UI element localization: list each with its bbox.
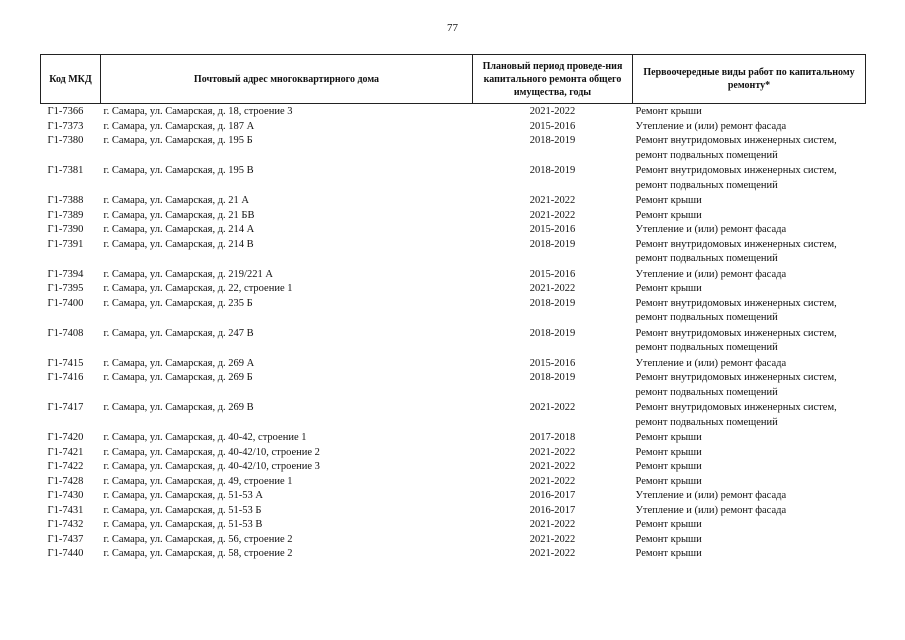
cell-address: г. Самара, ул. Самарская, д. 56, строение 2 (103, 533, 293, 545)
cell-code: Г1-7420 (47, 432, 84, 443)
cell-work: Ремонт крыши (635, 475, 702, 487)
table-row (41, 194, 866, 209)
cell-work: Утепление и (или) ремонт фасада (635, 268, 787, 280)
cell-period: 2021-2022 (529, 519, 576, 530)
table-row (41, 268, 866, 283)
cell-code: Г1-7432 (47, 519, 84, 530)
table-row (41, 475, 866, 490)
table-row (41, 238, 866, 268)
table-row (41, 431, 866, 446)
table-row (41, 489, 866, 504)
cell-period: 2018-2019 (529, 135, 576, 146)
cell-work: Ремонт внутридомовых инженерных систем, ремонт подвальных помещений (635, 297, 837, 323)
cell-address: г. Самара, ул. Самарская, д. 49, строение 1 (103, 475, 293, 487)
cell-period: 2018-2019 (529, 297, 576, 309)
cell-period: 2016-2017 (529, 490, 576, 501)
table-row (41, 401, 866, 431)
table-row (41, 223, 866, 238)
cell-code: Г1-7391 (47, 238, 84, 250)
cell-address: г. Самара, ул. Самарская, д. 187 А (103, 120, 255, 132)
cell-period: 2018-2019 (529, 238, 576, 250)
cell-period: 2021-2022 (529, 106, 576, 117)
cell-code: Г1-7408 (47, 327, 84, 339)
cell-code: Г1-7417 (47, 402, 84, 413)
cell-address: г. Самара, ул. Самарская, д. 51-53 А (103, 490, 263, 501)
cell-address: г. Самара, ул. Самарская, д. 21 БВ (103, 209, 255, 221)
cell-work: Ремонт внутридомовых инженерных систем, ремонт подвальных помещений (635, 135, 837, 161)
table-row (41, 460, 866, 475)
cell-address: г. Самара, ул. Самарская, д. 18, строение 3 (103, 106, 293, 117)
table-row (41, 518, 866, 533)
cell-address: г. Самара, ул. Самарская, д. 235 Б (103, 297, 253, 309)
cell-work: Ремонт внутридомовых инженерных систем, ремонт подвальных помещений (635, 372, 837, 398)
page-number: 77 (447, 22, 458, 34)
table-row (41, 371, 866, 401)
header-work: Первоочередные виды работ по капитальному ремонту* (633, 55, 866, 104)
cell-code: Г1-7388 (47, 195, 84, 206)
cell-code: Г1-7415 (47, 357, 84, 369)
cell-code: Г1-7395 (47, 283, 84, 294)
cell-period: 2018-2019 (529, 165, 576, 176)
cell-period: 2021-2022 (529, 475, 576, 487)
cell-work: Ремонт внутридомовых инженерных систем, ремонт подвальных помещений (635, 402, 837, 428)
cell-address: г. Самара, ул. Самарская, д. 22, строение 1 (103, 283, 293, 294)
cell-period: 2015-2016 (529, 357, 576, 369)
cell-address: г. Самара, ул. Самарская, д. 269 А (103, 357, 255, 369)
table-row (41, 104, 866, 120)
cell-code: Г1-7431 (47, 504, 84, 516)
cell-code: Г1-7400 (47, 297, 84, 309)
cell-work: Ремонт крыши (635, 283, 702, 294)
table-row (41, 533, 866, 548)
header-row (41, 55, 866, 104)
cell-work: Ремонт крыши (635, 432, 702, 443)
cell-period: 2021-2022 (529, 533, 576, 545)
cell-work: Ремонт крыши (635, 106, 702, 117)
cell-address: г. Самара, ул. Самарская, д. 219/221 А (103, 268, 273, 280)
table-row (41, 327, 866, 357)
cell-address: г. Самара, ул. Самарская, д. 269 Б (103, 372, 253, 383)
cell-period: 2021-2022 (529, 461, 576, 472)
cell-code: Г1-7394 (47, 268, 84, 280)
table-row (41, 297, 866, 327)
cell-work: Ремонт внутридомовых инженерных систем, ремонт подвальных помещений (635, 238, 837, 264)
table-row (41, 134, 866, 164)
cell-work: Ремонт внутридомовых инженерных систем, ремонт подвальных помещений (635, 165, 837, 191)
cell-period: 2021-2022 (529, 195, 576, 206)
cell-address: г. Самара, ул. Самарская, д. 269 В (103, 402, 254, 413)
cell-code: Г1-7380 (47, 135, 84, 146)
cell-work: Ремонт крыши (635, 209, 702, 221)
cell-work: Ремонт внутридомовых инженерных систем, ремонт подвальных помещений (635, 327, 837, 353)
cell-code: Г1-7437 (47, 533, 84, 545)
cell-work: Ремонт крыши (635, 446, 702, 458)
cell-code: Г1-7381 (47, 165, 84, 176)
cell-work: Утепление и (или) ремонт фасада (635, 120, 787, 132)
cell-address: г. Самара, ул. Самарская, д. 51-53 В (103, 519, 263, 530)
cell-code: Г1-7428 (47, 475, 84, 487)
cell-work: Ремонт крыши (635, 519, 702, 530)
cell-address: г. Самара, ул. Самарская, д. 40-42, строение 1 (103, 432, 307, 443)
cell-period: 2016-2017 (529, 504, 576, 516)
header-period: Плановый период проведе-ния капитального ремонта общего имущества, годы (473, 55, 633, 104)
cell-period: 2015-2016 (529, 224, 576, 235)
cell-address: г. Самара, ул. Самарская, д. 40-42/10, строение 2 (103, 446, 320, 458)
cell-work: Ремонт крыши (635, 195, 702, 206)
table-row (41, 164, 866, 194)
cell-period: 2017-2018 (529, 432, 576, 443)
cell-work: Утепление и (или) ремонт фасада (635, 357, 787, 369)
cell-address: г. Самара, ул. Самарская, д. 195 Б (103, 135, 253, 146)
cell-work: Ремонт крыши (635, 461, 702, 472)
cell-code: Г1-7422 (47, 461, 84, 472)
cell-period: 2021-2022 (529, 548, 576, 559)
cell-code: Г1-7430 (47, 490, 84, 501)
cell-address: г. Самара, ул. Самарская, д. 247 В (103, 327, 254, 339)
cell-address: г. Самара, ул. Самарская, д. 21 А (103, 195, 249, 206)
table-row (41, 504, 866, 519)
cell-period: 2018-2019 (529, 327, 576, 339)
cell-code: Г1-7416 (47, 372, 84, 383)
table-body (41, 104, 866, 562)
cell-code: Г1-7389 (47, 209, 84, 221)
table-row (41, 446, 866, 461)
table-row (41, 357, 866, 372)
cell-work: Ремонт крыши (635, 533, 702, 545)
cell-period: 2021-2022 (529, 446, 576, 458)
cell-period: 2015-2016 (529, 268, 576, 280)
cell-work: Утепление и (или) ремонт фасада (635, 224, 787, 235)
cell-work: Утепление и (или) ремонт фасада (635, 504, 787, 516)
cell-work: Утепление и (или) ремонт фасада (635, 490, 787, 501)
header-code: Код МКД (41, 55, 101, 104)
cell-code: Г1-7373 (47, 120, 84, 132)
cell-address: г. Самара, ул. Самарская, д. 51-53 Б (103, 504, 262, 516)
table-row (41, 547, 866, 562)
cell-code: Г1-7440 (47, 548, 84, 559)
table-row (41, 209, 866, 224)
cell-address: г. Самара, ул. Самарская, д. 214 А (103, 224, 255, 235)
cell-period: 2018-2019 (529, 372, 576, 383)
cell-address: г. Самара, ул. Самарская, д. 40-42/10, строение 3 (103, 461, 320, 472)
cell-address: г. Самара, ул. Самарская, д. 195 В (103, 165, 254, 176)
cell-period: 2015-2016 (529, 120, 576, 132)
cell-work: Ремонт крыши (635, 548, 702, 559)
header-address: Почтовый адрес многоквартирного дома (101, 55, 473, 104)
table-row (41, 120, 866, 135)
cell-code: Г1-7366 (47, 106, 84, 117)
cell-address: г. Самара, ул. Самарская, д. 58, строение 2 (103, 548, 293, 559)
cell-period: 2021-2022 (529, 402, 576, 413)
cell-address: г. Самара, ул. Самарская, д. 214 В (103, 238, 254, 250)
cell-code: Г1-7390 (47, 224, 84, 235)
cell-period: 2021-2022 (529, 283, 576, 294)
repair-table (40, 54, 866, 562)
table-header (41, 55, 866, 104)
cell-code: Г1-7421 (47, 446, 84, 458)
cell-period: 2021-2022 (529, 209, 576, 221)
table-row (41, 282, 866, 297)
